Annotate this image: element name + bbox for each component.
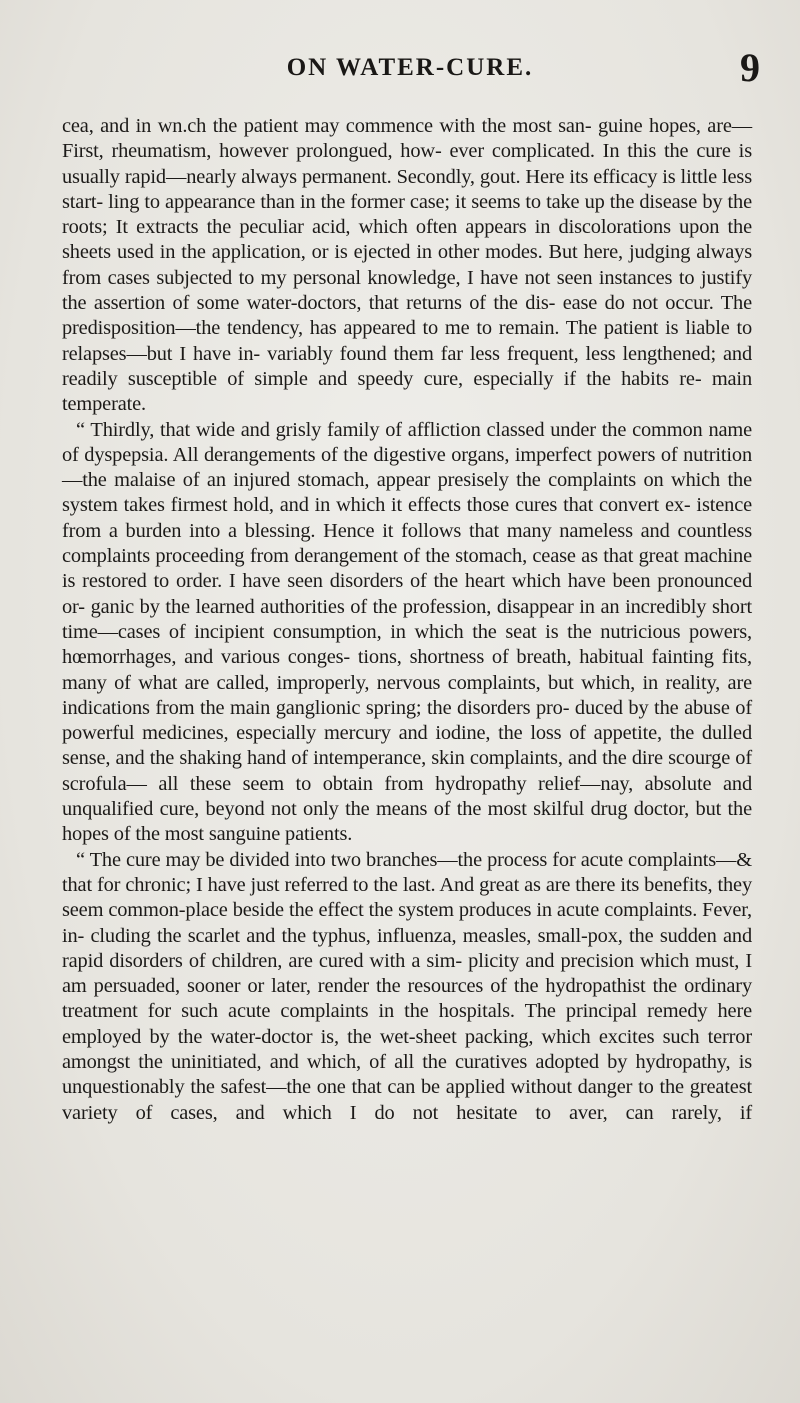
paragraph-acute-complaints: “ The cure may be divided into two branches—the process for acute complaints—& that for chronic; I have just referred to the last. And great as are there its benefits, they seem common-place beside the effect the system produces in acute complaints. Fever, in- cluding the scarlet and the typhus, influenza, measles, small-pox, the sudden and rapid disorders of children, are cured with a sim- plicity and precision which must, I am persuaded, sooner or later, render the resources of the hydropathist the ordinary treatment for such acute complaints in the hospitals. The principal remedy here employed by the water-doctor is, the wet-sheet packing, which excites such terror amongst the uninitiated, and which, of all the curatives adopted by hydropathy, is unquestionably the safest—the one that can be applied without danger to the greatest variety of cases, and which I do not hesitate to aver, can rarely, if <box>62 848 752 1124</box>
paragraph-dyspepsia: “ Thirdly, that wide and grisly family of affliction classed under the common name of dyspepsia. All derangements of the digestive organs, imperfect powers of nutrition—the malaise of an injured stomach, appear presisely the complaints on which the system takes firmest hold, and in which it effects those cures that convert ex- istence from a burden into a blessing. Hence it follows that many nameless and countless complaints proceeding from derangement of the stomach, cease as that great machine is restored to order. I have seen disorders of the heart which have been pronounced or- ganic by the learned authorities of the profession, disappear in an incredibly short time—cases of incipient consumption, in which the seat is the nutricious powers, hœmorrhages, and various conges- tions, shortness of breath, habitual fainting fits, many of what are called, improperly, nervous complaints, but which, in reality, are indications from the main ganglionic spring; the disorders pro- duced by the abuse of powerful medicines, especially mercury and iodine, the loss of appetite, the dulled sense, and the shaking hand of intemperance, skin complaints, and the dire scourge of scrofula— all these seem to obtain from hydropathy relief—nay, absolute and unqualified cure, beyond not only the means of the most skilful drug doctor, but the hopes of the most sanguine patients. <box>62 418 752 846</box>
page-number: 9 <box>740 45 760 90</box>
running-title: ON WATER-CURE. <box>286 54 534 81</box>
page-header <box>60 45 760 92</box>
paragraph-rheumatism-gout: cea, and in wn.ch the patient may commence with the most san- guine hopes, are—First, rheumatism, however prolongued, how- ever complicated. In this the cure is usually rapid—nearly always permanent. Secondly, gout. Here its efficacy is little less start- ling to appearance than in the former case; it seems to take up the disease by the roots; It extracts the peculiar acid, which often appears in discolorations upon the sheets used in the application, or is ejected in other modes. But here, judging always from cases subjected to my personal knowledge, I have not seen instances to justify the assertion of some water-doctors, that returns of the dis- ease do not occur. The predisposition—the tendency, has appeared to me to remain. The patient is liable to relapses—but I have in- variably found them far less frequent, less lengthened; and readily susceptible of simple and speedy cure, especially if the habits re- main temperate. <box>62 115 752 416</box>
body-text <box>62 114 752 1126</box>
